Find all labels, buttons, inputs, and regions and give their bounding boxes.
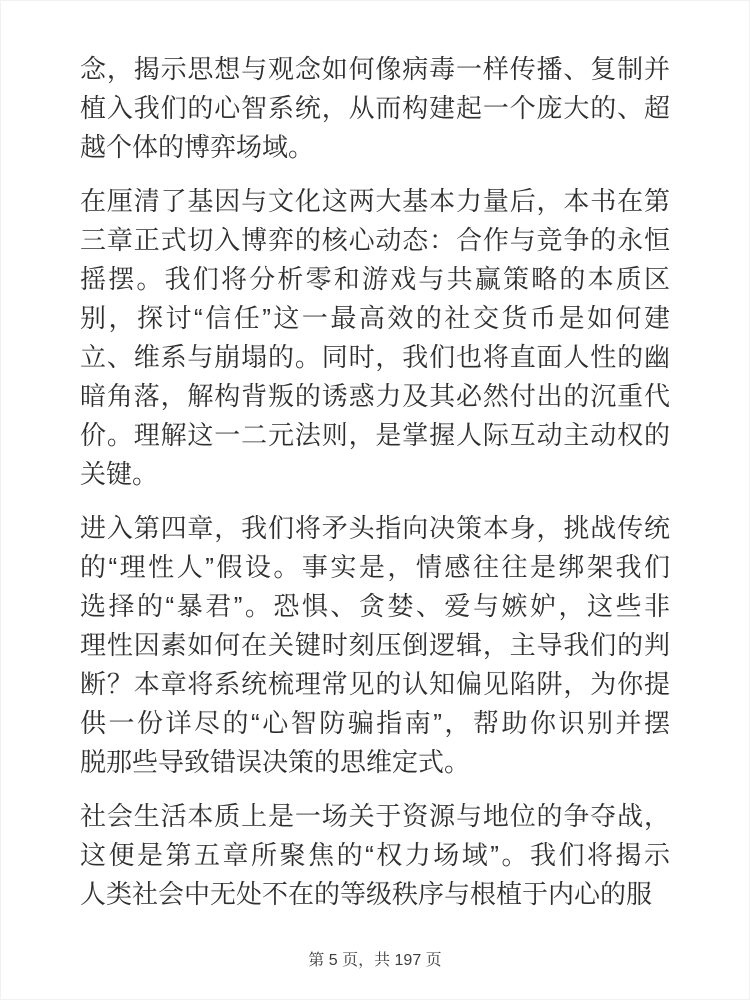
text-line: 社会生活本质上是一场关于资源与地位的争夺战， [80,801,670,831]
paragraph [80,509,670,782]
text-line: 关键。 [80,459,159,489]
text-line: 三章正式切入博弈的核心动态：合作与竞争的永恒 [80,225,670,255]
paragraph [80,50,670,167]
text-line: 越个体的博弈场域。 [80,132,315,162]
text-line: 立、维系与崩塌的。同时，我们也将直面人性的幽 [80,342,670,372]
text-line: 暗角落，解构背叛的诱惑力及其必然付出的沉重代 [80,381,670,411]
text-line: 摇摆。我们将分析零和游戏与共赢策略的本质区 [80,264,670,294]
text-line: 供一份详尽的“心智防骗指南”，帮助你识别并摆 [80,708,670,738]
paragraph [80,182,670,494]
text-line: 在厘清了基因与文化这两大基本力量后，本书在第 [80,186,670,216]
text-line: 进入第四章，我们将矛头指向决策本身，挑战传统 [80,513,670,543]
text-line: 选择的“暴君”。恐惧、贪婪、爱与嫉妒，这些非 [80,591,670,621]
text-line: 的“理性人”假设。事实是，情感往往是绑架我们 [80,552,670,582]
text-line: 脱那些导致错误决策的思维定式。 [80,747,471,777]
page-body [80,50,670,929]
text-line: 别，探讨“信任”这一最高效的社交货币是如何建 [80,303,670,333]
text-line: 人类社会中无处不在的等级秩序与根植于内心的服 [80,879,653,909]
page-number-footer: 第 5 页，共 197 页 [308,952,442,969]
paragraph [80,797,670,914]
text-line: 念，揭示思想与观念如何像病毒一样传播、复制并 [80,54,670,84]
text-line: 价。理解这一二元法则，是掌握人际互动主动权的 [80,420,670,450]
text-line: 断？本章将系统梳理常见的认知偏见陷阱，为你提 [80,669,670,699]
text-line: 理性因素如何在关键时刻压倒逻辑，主导我们的判 [80,630,670,660]
text-line: 这便是第五章所聚焦的“权力场域”。我们将揭示 [80,840,670,870]
text-line: 植入我们的心智系统，从而构建起一个庞大的、超 [80,93,670,123]
